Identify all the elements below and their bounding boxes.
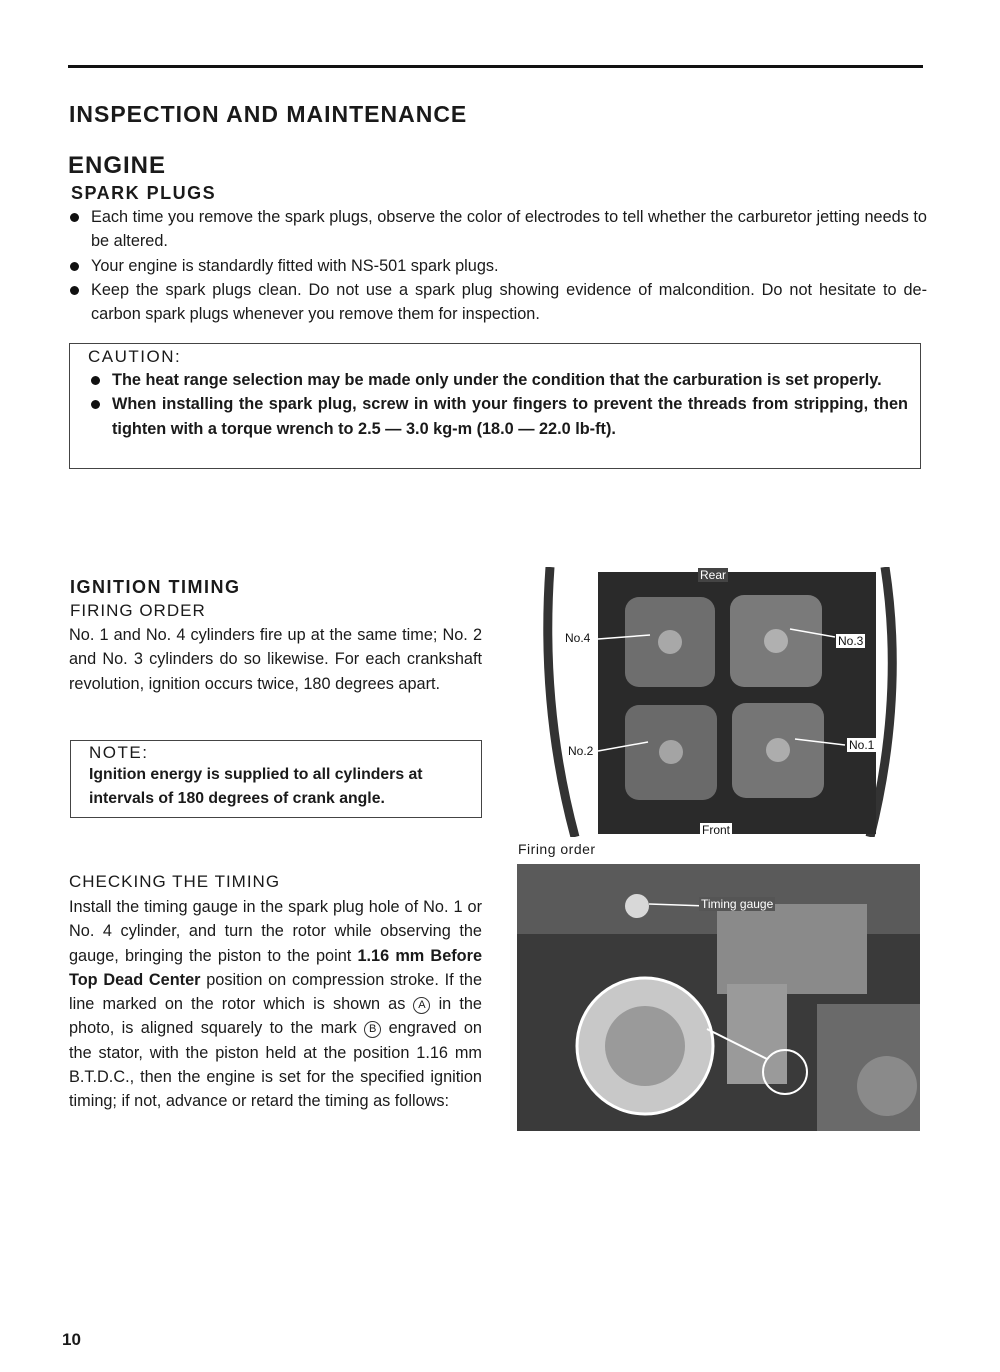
mark-b-symbol: B [364,1021,381,1038]
heading-checking-timing: CHECKING THE TIMING [69,872,281,891]
spark-plug-list [67,205,927,326]
list-item: Each time you remove the spark plugs, observe the color of electrodes to tell whether the carburetor jetting needs to be altered. [67,205,927,254]
list-item: Keep the spark plugs clean. Do not use a spark plug showing evidence of malcondition. Do not hesitate to de-carbon spark plugs whenever you remove them for inspection. [67,278,927,327]
spec-value: 1.16 mm Before Top Dead Center [69,946,483,989]
list-item: When installing the spark plug, screw in with your fingers to prevent the threads from stripping, then tighten with a torque wrench to 2.5 — 3.0 kg-m (18.0 — 22.0 lb-ft). [88,392,908,441]
note-text: Ignition energy is supplied to all cylinders at intervals of 180 degrees of crank angle. [89,766,423,808]
section-title-engine: ENGINE [68,152,167,179]
top-rule [68,65,923,68]
note-title: NOTE: [89,743,149,762]
caution-list [88,368,908,441]
timing-gauge-photo [517,864,920,1131]
caution-box [69,343,921,469]
firing-order-text: No. 1 and No. 4 cylinders fire up at the same time; No. 2 and No. 3 cylinders do so likewise. For each crankshaft revolution, ignition occurs twice, 180 degrees apart. [69,626,482,693]
label-no2: No.2 [568,744,594,758]
label-rear: Rear [700,568,727,582]
label-no4: No.4 [565,631,591,645]
mark-a-symbol: A [413,997,430,1014]
heading-spark-plugs: SPARK PLUGS [71,183,217,203]
list-item: Your engine is standardly fitted with NS-501 spark plugs. [67,254,927,278]
label-front: Front [702,823,731,837]
label-no3: No.3 [838,634,864,648]
label-no1: No.1 [849,738,875,752]
page-title: INSPECTION AND MAINTENANCE [69,101,468,127]
firing-order-photo [540,567,920,837]
heading-firing-order: FIRING ORDER [70,601,206,620]
figure-caption: Firing order [518,841,596,857]
engine-photo-illustration [540,567,920,837]
caution-title: CAUTION: [88,347,182,366]
list-item: The heat range selection may be made only under the condition that the carburation is set properly. [88,368,908,392]
note-box [70,740,482,818]
heading-ignition-timing: IGNITION TIMING [70,577,241,597]
checking-timing-text: Install the timing gauge in the spark plug hole of No. 1 or No. 4 cylinder, and turn the rotor while observing the gauge, bringing the piston to the point 1.16 mm Before Top Dead Center position on compression stroke. If the line marked on the rotor which is shown as A in the photo, is aligned squarely to the mark B engraved on the stator, with the piston held at the position 1.16 mm B.T.D.C., then the engine is set for the specified ignition timing; if not, advance or retard the timing as follows: [69,898,483,1111]
label-timing-gauge: Timing gauge [701,897,774,911]
page-number: 10 [62,1330,81,1349]
